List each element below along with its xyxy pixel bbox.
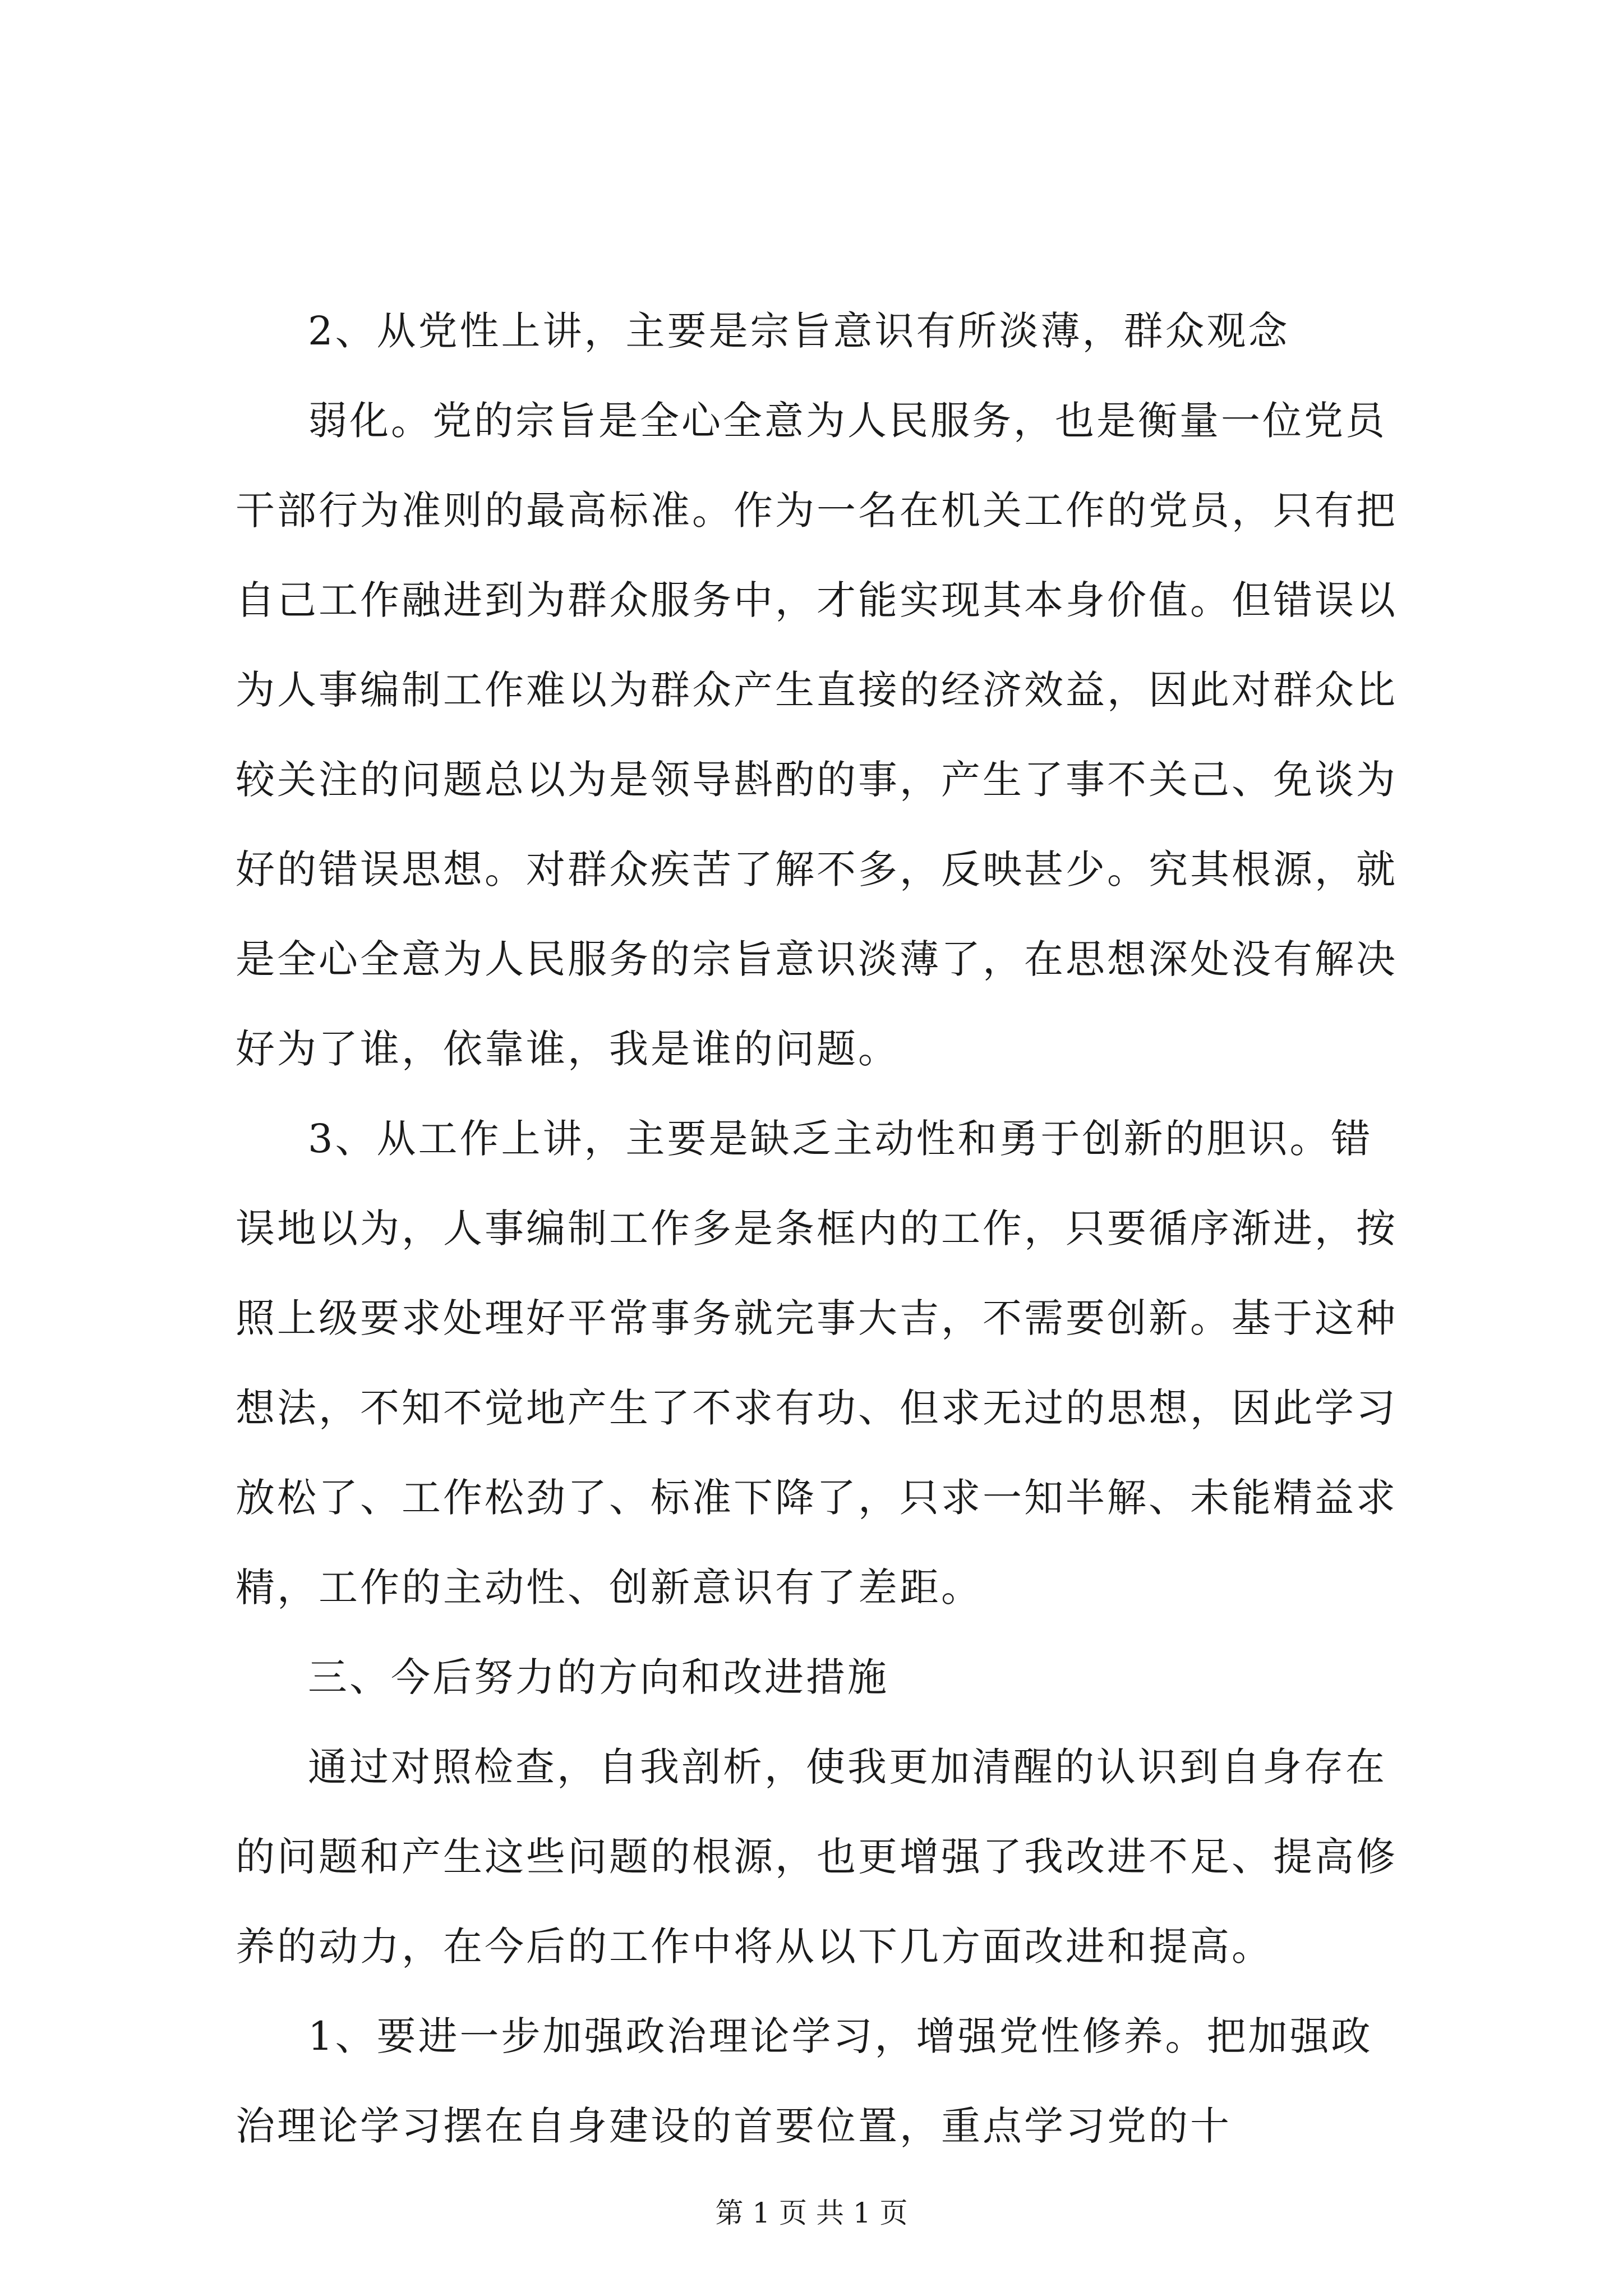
paragraph-line: 是全心全意为人民服务的宗旨意识淡薄了，在思想深处没有解决 [236, 936, 1398, 982]
paragraph-line: 1、要进一步加强政治理论学习，增强党性修养。把加强政 [308, 2013, 1373, 2059]
paragraph-line: 想法，不知不觉地产生了不求有功、但求无过的思想，因此学习 [236, 1385, 1398, 1431]
paragraph-line: 养的动力，在今后的工作中将从以下几方面改进和提高。 [236, 1924, 1273, 1970]
paragraph-line: 精，工作的主动性、创新意识有了差距。 [236, 1565, 983, 1611]
paragraph-line: 自己工作融进到为群众服务中，才能实现其本身价值。但错误以 [236, 577, 1398, 623]
paragraph-line: 好为了谁，依靠谁，我是谁的问题。 [236, 1026, 900, 1072]
paragraph-line: 放松了、工作松劲了、标准下降了，只求一知半解、未能精益求 [236, 1475, 1398, 1521]
paragraph-line: 较关注的问题总以为是领导斟酌的事，产生了事不关己、免谈为 [236, 757, 1398, 803]
paragraph-line: 干部行为准则的最高标准。作为一名在机关工作的党员，只有把 [236, 487, 1398, 533]
paragraph-line: 3、从工作上讲，主要是缺乏主动性和勇于创新的胆识。错 [308, 1116, 1373, 1162]
paragraph-line: 好的错误思想。对群众疾苦了解不多，反映甚少。究其根源，就 [236, 846, 1398, 892]
page-footer: 第 1 页 共 1 页 [715, 2197, 908, 2229]
paragraph-line: 2、从党性上讲，主要是宗旨意识有所淡薄，群众观念 [308, 308, 1290, 354]
paragraph-line: 治理论学习摆在自身建设的首要位置，重点学习党的十 [236, 2103, 1232, 2149]
paragraph-line: 通过对照检查，自我剖析，使我更加清醒的认识到自身存在 [308, 1744, 1387, 1790]
paragraph-line: 为人事编制工作难以为群众产生直接的经济效益，因此对群众比 [236, 667, 1398, 713]
paragraph-line: 照上级要求处理好平常事务就完事大吉，不需要创新。基于这种 [236, 1295, 1398, 1341]
paragraph-line: 的问题和产生这些问题的根源，也更增强了我改进不足、提高修 [236, 1834, 1398, 1880]
paragraph-line: 弱化。党的宗旨是全心全意为人民服务，也是衡量一位党员 [308, 398, 1387, 444]
paragraph-line: 误地以为，人事编制工作多是条框内的工作，只要循序渐进，按 [236, 1205, 1398, 1251]
section-heading: 三、今后努力的方向和改进措施 [308, 1654, 889, 1700]
